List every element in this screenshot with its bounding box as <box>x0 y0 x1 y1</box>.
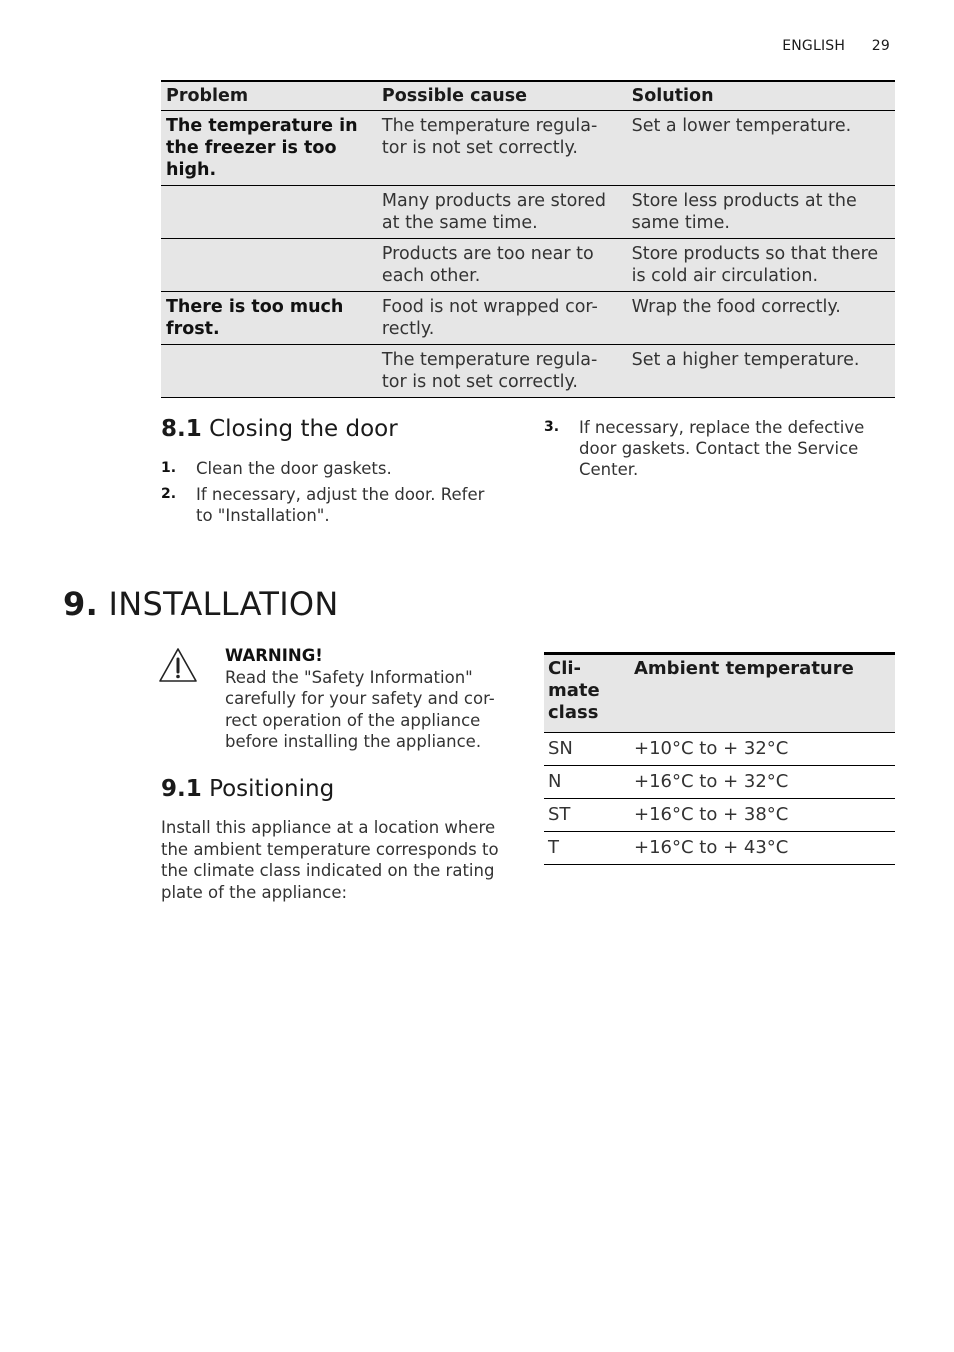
positioning-text: Install this appliance at a location where the ambient temperature corresponds to the climate class indicated on the rating plate of the appliance: <box>161 818 499 902</box>
section-heading-positioning <box>161 776 334 802</box>
table-row <box>161 186 895 239</box>
climate-class-table <box>544 652 895 865</box>
climate-class-cell: SN <box>544 733 630 766</box>
step-text: Clean the door gaskets. <box>196 459 392 478</box>
climate-class-cell: N <box>544 766 630 799</box>
column-header-problem: Problem <box>161 81 377 111</box>
temperature-range-cell: +16°C to + 32°C <box>630 766 895 799</box>
table-row <box>544 832 895 865</box>
warning-text: Read the "Safety Information" carefully for your safety and cor-rect operation of the appliance before installing the appliance. <box>225 667 495 751</box>
solution-cell: Store products so that there is cold air circulation. <box>627 239 895 292</box>
step-number: 3. <box>544 419 560 435</box>
climate-class-cell: ST <box>544 799 630 832</box>
climate-class-cell: T <box>544 832 630 865</box>
column-header-ambient-temperature: Ambient temperature <box>630 654 895 733</box>
table-row <box>161 292 895 345</box>
solution-cell: Set a lower temperature. <box>627 111 895 186</box>
closing-door-steps-continued <box>544 417 874 485</box>
table-row <box>544 733 895 766</box>
step-text: If necessary, replace the defective door gaskets. Contact the Service Center. <box>579 418 865 479</box>
table-row <box>161 111 895 186</box>
section-number: 8.1 <box>161 416 202 442</box>
table-header-row <box>161 81 895 111</box>
temperature-range-cell: +16°C to + 43°C <box>630 832 895 865</box>
step-number: 1. <box>161 460 177 476</box>
chapter-heading-installation <box>63 585 339 623</box>
page-number: 29 <box>871 38 890 54</box>
list-item <box>161 458 506 479</box>
section-heading-closing-door <box>161 416 398 442</box>
problem-cell <box>161 239 377 292</box>
page-header <box>782 38 890 54</box>
section-title: Closing the door <box>209 416 398 442</box>
list-item <box>161 484 506 526</box>
step-number: 2. <box>161 486 177 502</box>
solution-cell: Wrap the food correctly. <box>627 292 895 345</box>
solution-cell: Store less products at the same time. <box>627 186 895 239</box>
cause-cell: The temperature regula-tor is not set correctly. <box>377 345 627 398</box>
problem-cell <box>161 186 377 239</box>
column-header-climate-class: Cli-mate class <box>544 654 630 733</box>
table-row <box>544 766 895 799</box>
warning-triangle-icon <box>158 647 198 683</box>
problem-cell <box>161 345 377 398</box>
list-item <box>544 417 874 480</box>
table-row <box>161 345 895 398</box>
column-header-cause: Possible cause <box>377 81 627 111</box>
solution-cell: Set a higher temperature. <box>627 345 895 398</box>
troubleshooting-table <box>161 80 895 398</box>
chapter-title: INSTALLATION <box>108 585 339 623</box>
problem-cell: The temperature in the freezer is too high. <box>161 111 377 186</box>
problem-cell: There is too much frost. <box>161 292 377 345</box>
column-header-solution: Solution <box>627 81 895 111</box>
closing-door-steps <box>161 458 506 531</box>
cause-cell: Many products are stored at the same time. <box>377 186 627 239</box>
table-row <box>161 239 895 292</box>
table-header-row <box>544 654 895 733</box>
cause-cell: Products are too near to each other. <box>377 239 627 292</box>
temperature-range-cell: +16°C to + 38°C <box>630 799 895 832</box>
language-label: ENGLISH <box>782 38 846 54</box>
section-title: Positioning <box>209 776 335 802</box>
cause-cell: Food is not wrapped cor-rectly. <box>377 292 627 345</box>
warning-title: WARNING! <box>225 646 323 665</box>
table-row <box>544 799 895 832</box>
step-text: If necessary, adjust the door. Refer to "Installation". <box>196 485 485 525</box>
cause-cell: The temperature regula-tor is not set correctly. <box>377 111 627 186</box>
temperature-range-cell: +10°C to + 32°C <box>630 733 895 766</box>
section-number: 9.1 <box>161 776 202 802</box>
chapter-number: 9. <box>63 585 99 623</box>
warning-block <box>225 645 525 753</box>
